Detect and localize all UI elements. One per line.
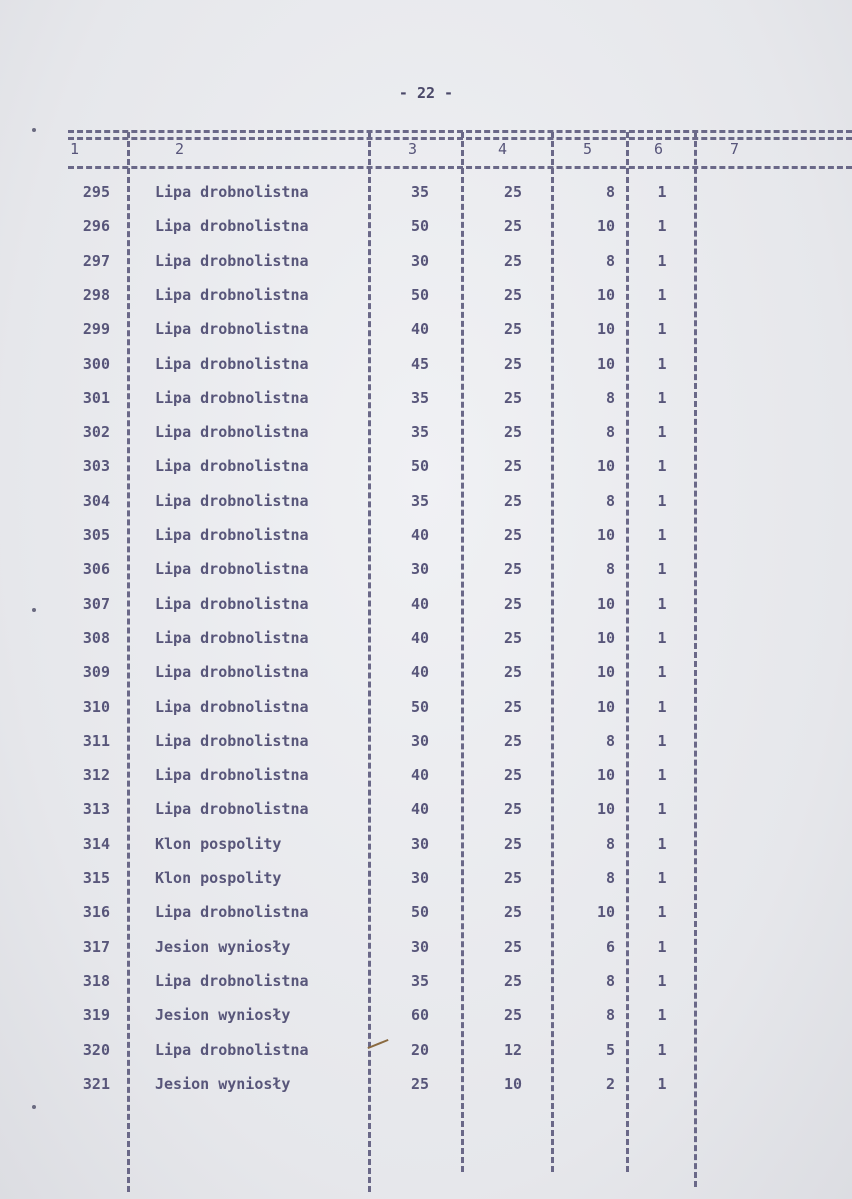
row-number: 319 [82,1006,110,1024]
value-col-6: 1 [657,732,667,750]
row-number: 320 [82,1041,110,1059]
table-row [0,835,852,865]
species-name: Lipa drobnolistna [155,423,309,441]
value-col-6: 1 [657,355,667,373]
species-name: Lipa drobnolistna [155,320,309,338]
header-col-4: 4 [498,140,508,158]
species-name: Lipa drobnolistna [155,217,309,235]
row-number: 318 [82,972,110,990]
value-col-6: 1 [657,389,667,407]
table-row [0,903,852,933]
row-number: 298 [82,286,110,304]
value-col-4: 25 [503,217,523,235]
table-row [0,217,852,247]
value-col-3: 40 [410,320,430,338]
value-col-4: 25 [503,492,523,510]
value-col-5: 2 [605,1075,615,1093]
value-col-6: 1 [657,217,667,235]
value-col-3: 50 [410,457,430,475]
value-col-3: 50 [410,698,430,716]
table-row [0,629,852,659]
value-col-4: 12 [503,1041,523,1059]
value-col-3: 30 [410,938,430,956]
row-number: 306 [82,560,110,578]
value-col-6: 1 [657,938,667,956]
value-col-6: 1 [657,320,667,338]
species-name: Lipa drobnolistna [155,526,309,544]
value-col-4: 25 [503,800,523,818]
table-row [0,252,852,282]
value-col-6: 1 [657,1006,667,1024]
value-col-4: 25 [503,526,523,544]
value-col-6: 1 [657,698,667,716]
value-col-6: 1 [657,1041,667,1059]
table-row [0,492,852,522]
value-col-4: 25 [503,938,523,956]
row-number: 296 [82,217,110,235]
row-number: 295 [82,183,110,201]
value-col-5: 8 [605,389,615,407]
table-row [0,183,852,213]
value-col-5: 8 [605,869,615,887]
value-col-5: 10 [596,903,615,921]
value-col-3: 40 [410,663,430,681]
species-name: Lipa drobnolistna [155,972,309,990]
species-name: Lipa drobnolistna [155,389,309,407]
header-rule-bottom [68,166,852,169]
table-row [0,800,852,830]
value-col-5: 8 [605,1006,615,1024]
species-name: Lipa drobnolistna [155,766,309,784]
value-col-4: 25 [503,629,523,647]
species-name: Lipa drobnolistna [155,286,309,304]
value-col-4: 25 [503,835,523,853]
value-col-4: 25 [503,732,523,750]
value-col-5: 10 [596,595,615,613]
value-col-4: 25 [503,252,523,270]
value-col-3: 40 [410,629,430,647]
value-col-4: 25 [503,286,523,304]
header-col-5: 5 [583,140,593,158]
species-name: Lipa drobnolistna [155,732,309,750]
table-row [0,1006,852,1036]
value-col-4: 25 [503,1006,523,1024]
header-col-7: 7 [730,140,740,158]
value-col-6: 1 [657,869,667,887]
value-col-6: 1 [657,800,667,818]
value-col-4: 25 [503,183,523,201]
value-col-5: 8 [605,732,615,750]
value-col-3: 40 [410,800,430,818]
value-col-3: 35 [410,423,430,441]
value-col-4: 25 [503,560,523,578]
value-col-3: 30 [410,835,430,853]
value-col-3: 35 [410,972,430,990]
value-col-6: 1 [657,766,667,784]
value-col-5: 6 [605,938,615,956]
row-number: 314 [82,835,110,853]
species-name: Lipa drobnolistna [155,1041,309,1059]
value-col-5: 8 [605,560,615,578]
species-name: Lipa drobnolistna [155,355,309,373]
margin-dot [32,128,36,132]
page-number: - 22 - [398,84,454,102]
species-name: Lipa drobnolistna [155,252,309,270]
value-col-3: 30 [410,869,430,887]
table-row [0,1041,852,1071]
value-col-6: 1 [657,560,667,578]
value-col-4: 25 [503,423,523,441]
species-name: Lipa drobnolistna [155,698,309,716]
table-row [0,732,852,762]
row-number: 302 [82,423,110,441]
value-col-5: 10 [596,766,615,784]
value-col-3: 35 [410,183,430,201]
table-row [0,355,852,385]
species-name: Lipa drobnolistna [155,663,309,681]
value-col-5: 10 [596,320,615,338]
value-col-3: 40 [410,526,430,544]
table-rule-top [68,130,852,133]
row-number: 305 [82,526,110,544]
table-row [0,526,852,556]
row-number: 313 [82,800,110,818]
table-row [0,560,852,590]
row-number: 307 [82,595,110,613]
value-col-6: 1 [657,526,667,544]
species-name: Lipa drobnolistna [155,183,309,201]
species-name: Jesion wyniosły [155,1006,291,1024]
value-col-6: 1 [657,835,667,853]
value-col-3: 30 [410,252,430,270]
species-name: Lipa drobnolistna [155,492,309,510]
value-col-3: 30 [410,560,430,578]
value-col-5: 8 [605,252,615,270]
value-col-3: 25 [410,1075,430,1093]
value-col-6: 1 [657,629,667,647]
table-row [0,320,852,350]
value-col-5: 10 [596,217,615,235]
value-col-5: 10 [596,457,615,475]
value-col-6: 1 [657,595,667,613]
row-number: 301 [82,389,110,407]
header-col-3: 3 [408,140,418,158]
row-number: 300 [82,355,110,373]
row-number: 303 [82,457,110,475]
value-col-5: 8 [605,423,615,441]
value-col-3: 45 [410,355,430,373]
table-row [0,595,852,625]
species-name: Lipa drobnolistna [155,800,309,818]
value-col-5: 8 [605,972,615,990]
margin-dot [32,1105,36,1109]
row-number: 311 [82,732,110,750]
value-col-4: 10 [503,1075,523,1093]
value-col-5: 10 [596,800,615,818]
value-col-4: 25 [503,389,523,407]
value-col-3: 50 [410,903,430,921]
row-number: 308 [82,629,110,647]
value-col-4: 25 [503,457,523,475]
value-col-3: 60 [410,1006,430,1024]
value-col-6: 1 [657,423,667,441]
value-col-6: 1 [657,972,667,990]
value-col-5: 8 [605,183,615,201]
value-col-3: 50 [410,286,430,304]
species-name: Lipa drobnolistna [155,595,309,613]
value-col-3: 20 [410,1041,430,1059]
value-col-5: 5 [605,1041,615,1059]
table-row [0,663,852,693]
species-name: Lipa drobnolistna [155,629,309,647]
table-row [0,1075,852,1105]
value-col-6: 1 [657,492,667,510]
value-col-5: 10 [596,698,615,716]
row-number: 315 [82,869,110,887]
value-col-3: 50 [410,217,430,235]
value-col-5: 10 [596,355,615,373]
header-col-6: 6 [654,140,664,158]
row-number: 317 [82,938,110,956]
table-row [0,423,852,453]
value-col-4: 25 [503,663,523,681]
species-name: Lipa drobnolistna [155,560,309,578]
row-number: 304 [82,492,110,510]
value-col-5: 10 [596,663,615,681]
value-col-6: 1 [657,183,667,201]
table-row [0,766,852,796]
value-col-4: 25 [503,972,523,990]
value-col-5: 10 [596,629,615,647]
table-row [0,869,852,899]
value-col-6: 1 [657,1075,667,1093]
row-number: 297 [82,252,110,270]
value-col-5: 10 [596,526,615,544]
value-col-3: 40 [410,595,430,613]
value-col-4: 25 [503,355,523,373]
row-number: 321 [82,1075,110,1093]
value-col-3: 40 [410,766,430,784]
species-name: Klon pospolity [155,835,282,853]
value-col-6: 1 [657,457,667,475]
value-col-6: 1 [657,252,667,270]
value-col-5: 10 [596,286,615,304]
value-col-3: 35 [410,389,430,407]
value-col-4: 25 [503,320,523,338]
table-header [0,138,852,164]
value-col-4: 25 [503,698,523,716]
row-number: 312 [82,766,110,784]
species-name: Jesion wyniosły [155,938,291,956]
row-number: 299 [82,320,110,338]
value-col-6: 1 [657,286,667,304]
value-col-4: 25 [503,903,523,921]
value-col-6: 1 [657,663,667,681]
species-name: Klon pospolity [155,869,282,887]
table-row [0,389,852,419]
row-number: 309 [82,663,110,681]
species-name: Lipa drobnolistna [155,457,309,475]
value-col-4: 25 [503,595,523,613]
value-col-4: 25 [503,766,523,784]
value-col-6: 1 [657,903,667,921]
row-number: 310 [82,698,110,716]
species-name: Lipa drobnolistna [155,903,309,921]
header-col-2: 2 [175,140,185,158]
value-col-3: 30 [410,732,430,750]
table-row [0,457,852,487]
table-row [0,938,852,968]
value-col-5: 8 [605,492,615,510]
value-col-4: 25 [503,869,523,887]
row-number: 316 [82,903,110,921]
table-row [0,972,852,1002]
table-row [0,698,852,728]
value-col-3: 35 [410,492,430,510]
table-row [0,286,852,316]
value-col-5: 8 [605,835,615,853]
header-col-1: 1 [70,140,80,158]
species-name: Jesion wyniosły [155,1075,291,1093]
